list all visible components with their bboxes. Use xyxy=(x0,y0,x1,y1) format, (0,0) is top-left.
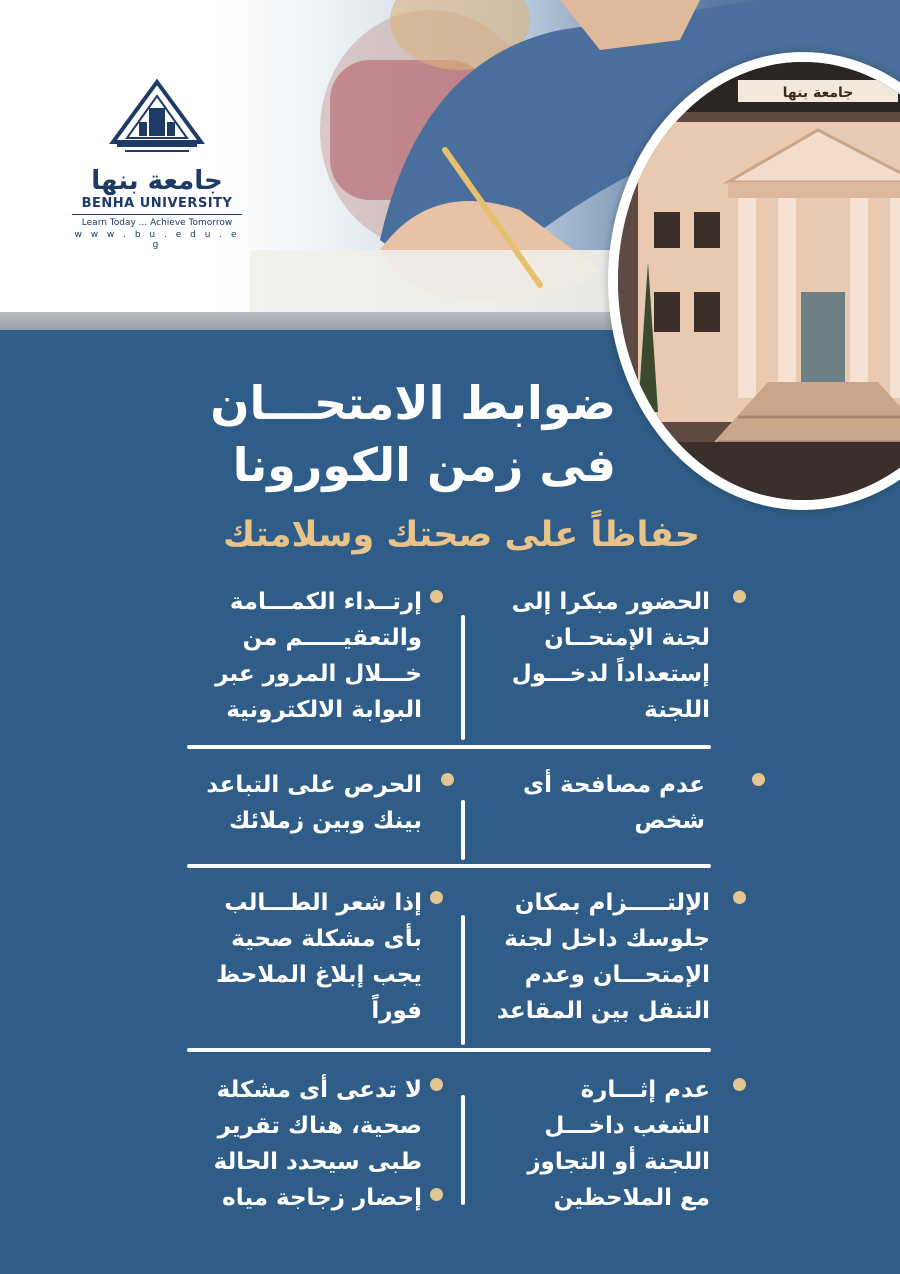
rule-bullet xyxy=(752,773,765,786)
horizontal-divider-2 xyxy=(187,864,711,868)
rule-item-keep-seat: الإلتـــــزام بمكان جلوسك داخل لجنة الإمتحـــان وعدم التنقل بين المقاعد xyxy=(496,890,710,1024)
university-emblem-icon xyxy=(109,78,205,158)
title-line-1: ضوابط الامتحـــان xyxy=(210,376,616,430)
rule-bullet xyxy=(733,1078,746,1091)
rule-item-social-distance: الحرص على التباعد بينك وبين زملائك xyxy=(206,772,422,834)
rule-bullet xyxy=(430,590,443,603)
vertical-divider-3 xyxy=(461,915,465,1045)
rule-item-no-fake-illness: لا تدعى أى مشكلة صحية، هناك تقرير طبى سيحدد الحالة xyxy=(213,1077,422,1175)
rule-bullet xyxy=(430,1188,443,1201)
rule-item-no-disturbance: عدم إثـــارة الشغب داخـــل اللجنة أو التجاوز مع الملاحظين xyxy=(527,1077,710,1211)
building-illustration xyxy=(618,62,900,500)
logo-tagline: Learn Today ... Achieve Tomorrow xyxy=(81,218,233,228)
rule-item-wear-mask: إرتــداء الكمـــامة والتعقيـــــم من خـــلال المرور عبر البوابة الالكترونية xyxy=(215,589,422,723)
vertical-divider-1 xyxy=(461,615,465,740)
logo-url: w w w . b u . e d u . e g xyxy=(74,230,240,250)
logo-arabic-name: جامعة بنها xyxy=(91,166,223,196)
vertical-divider-2 xyxy=(461,800,465,860)
poster-title xyxy=(210,372,616,496)
title-line-2: فى زمن الكورونا xyxy=(232,438,616,492)
horizontal-divider-1 xyxy=(187,745,711,749)
rule-bullet xyxy=(733,891,746,904)
rule-bullet xyxy=(733,590,746,603)
building-sign: جامعة بنها xyxy=(782,85,854,101)
poster-subtitle: حفاظاً على صحتك وسلامتك xyxy=(222,515,700,555)
rule-item-no-handshake: عدم مصافحة أى شخص xyxy=(523,772,705,834)
university-logo xyxy=(72,78,242,250)
rule-item-bring-water: إحضار زجاجة مياه xyxy=(222,1185,422,1211)
vertical-divider-4 xyxy=(461,1095,465,1205)
rule-item-early-attendance: الحضور مبكرا إلى لجنة الإمتحــان إستعداداً لدخـــول اللجنة xyxy=(511,589,710,723)
rule-item-report-health-issue: إذا شعر الطـــالب بأى مشكلة صحية يجب إبلاغ الملاحظ فوراً xyxy=(216,890,422,1024)
horizontal-divider-3 xyxy=(187,1048,711,1052)
rule-bullet xyxy=(430,891,443,904)
rule-bullet xyxy=(430,1078,443,1091)
rule-bullet xyxy=(441,773,454,786)
logo-english-name: BENHA UNIVERSITY xyxy=(72,196,242,215)
